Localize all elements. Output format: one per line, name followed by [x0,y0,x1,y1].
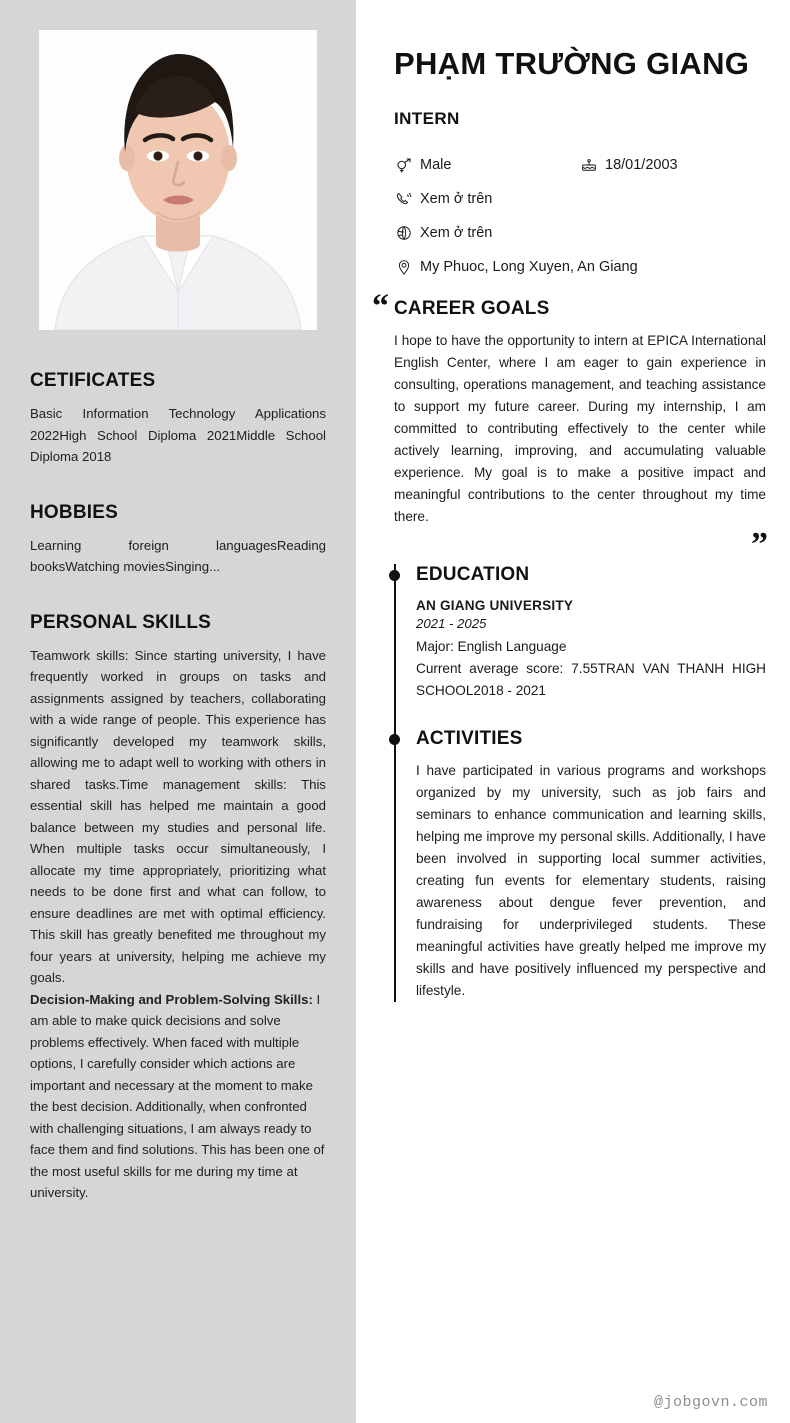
timeline-dot-icon [389,734,400,745]
contact-birthday [579,155,678,174]
certificates-section [24,370,332,468]
education-organization: AN GIANG UNIVERSITY [416,598,574,613]
contact-row [394,189,766,208]
contact-gender-text: Male [420,156,452,173]
career-goals-section [372,288,768,563]
page-title: PHẠM TRƯỜNG GIANG [394,46,750,81]
quote-close-icon: ” [751,526,768,563]
contact-gender [394,155,579,174]
education-details: Current average score: 7.55TRAN VAN THANH HIGH SCHOOL2018 - 2021 [416,661,766,698]
education-title: EDUCATION [416,564,530,585]
activities-title: ACTIVITIES [416,728,523,749]
timeline-dot-icon [389,570,400,581]
activities-section [416,728,766,1002]
contact-info [394,155,766,276]
gender-icon [394,155,413,174]
contact-website[interactable] [394,223,492,242]
phone-icon [394,189,413,208]
watermark: @jobgovn.com [653,1394,768,1411]
contact-row [394,257,766,276]
career-goals-title: CAREER GOALS [394,298,550,319]
portrait-photo-icon [39,30,317,330]
profile-photo [39,30,317,330]
education-major: Major: English Language [416,639,567,654]
contact-row [394,155,766,174]
education-years: 2021 - 2025 [416,616,487,631]
certificates-body: Basic Information Technology Applications 2022High School Diploma 2021Middle School Diploma 2018 [30,406,326,464]
contact-address-text: My Phuoc, Long Xuyen, An Giang [420,258,638,275]
contact-birthday-text: 18/01/2003 [605,156,678,173]
globe-icon [394,223,413,242]
personal-skills-title: PERSONAL SKILLS [30,611,212,633]
contact-row [394,223,766,242]
personal-skills-section [24,612,332,1204]
hobbies-section [24,502,332,578]
location-pin-icon [394,257,413,276]
personal-skills-paragraph-2-text: I am able to make quick decisions and solve problems effectively. When faced with multiple options, I carefully consider which actions are important and necessary at the moment to make the best decision. Additionally, when confronted with challenging situations, I am always ready to face them and find solutions. This has been one of the most useful skills for me during my time at university. [30,991,325,1200]
timeline-line [394,564,396,1002]
education-section [416,564,766,702]
contact-phone-text: Xem ở trên [420,190,493,207]
certificates-title: CETIFICATES [30,370,156,391]
job-role: INTERN [394,109,460,128]
contact-website-text: Xem ở trên [420,224,493,241]
contact-address [394,257,638,276]
personal-skills-paragraph-2 [30,989,326,1204]
contact-phone[interactable] [394,189,492,208]
activities-body: I have participated in various programs and workshops organized by my university, such as job fairs and seminars to enhance communication and learning skills, helping me improve my personal skills. Additionally, I have been involved in supporting local summer activities, creating fun events for elementary students, raising awareness about dengue fever prevention, and fundraising for underprivileged students. These meaningful activities have greatly helped me improve my skills and have positively influenced my perspective and lifestyle. [416,763,766,998]
hobbies-body: Learning foreign languagesReading booksWatching moviesSinging... [30,537,326,574]
main-column [356,0,790,1423]
birthday-cake-icon [579,155,598,174]
hobbies-title: HOBBIES [30,501,118,523]
career-goals-body: I hope to have the opportunity to intern at EPICA International English Center, where I am eager to gain experience in consulting, operations management, and teaching assistance to support my future career. During my internship, I am committed to contributing effectively to the center while actively learning, improving, and accumulating valuable experience. My goal is to make a positive impact and meaningful contributions to the center throughout my time there. [394,333,766,524]
personal-skills-paragraph-2-label: Decision-Making and Problem-Solving Skills: [30,991,313,1007]
quote-open-icon: “ [372,288,389,325]
timeline [394,564,766,1002]
personal-skills-paragraph-1: Teamwork skills: Since starting university, I have frequently worked in groups on tasks and assignments assigned by teachers, collaborating with a wide range of people. This experience has significantly developed my teamwork skills, allowing me to adapt well to working with others in shared tasks.Time management skills: This essential skill has helped me maintain a good balance between my studies and personal life. When multiple tasks occur simultaneously, I allocate my time appropriately, prioritizing what needs to be done first and what can follow, to ensure deadlines are met with optimal efficiency. This skill has greatly benefited me throughout my four years at university, helping me achieve my goals. [30,647,326,985]
sidebar [0,0,356,1423]
